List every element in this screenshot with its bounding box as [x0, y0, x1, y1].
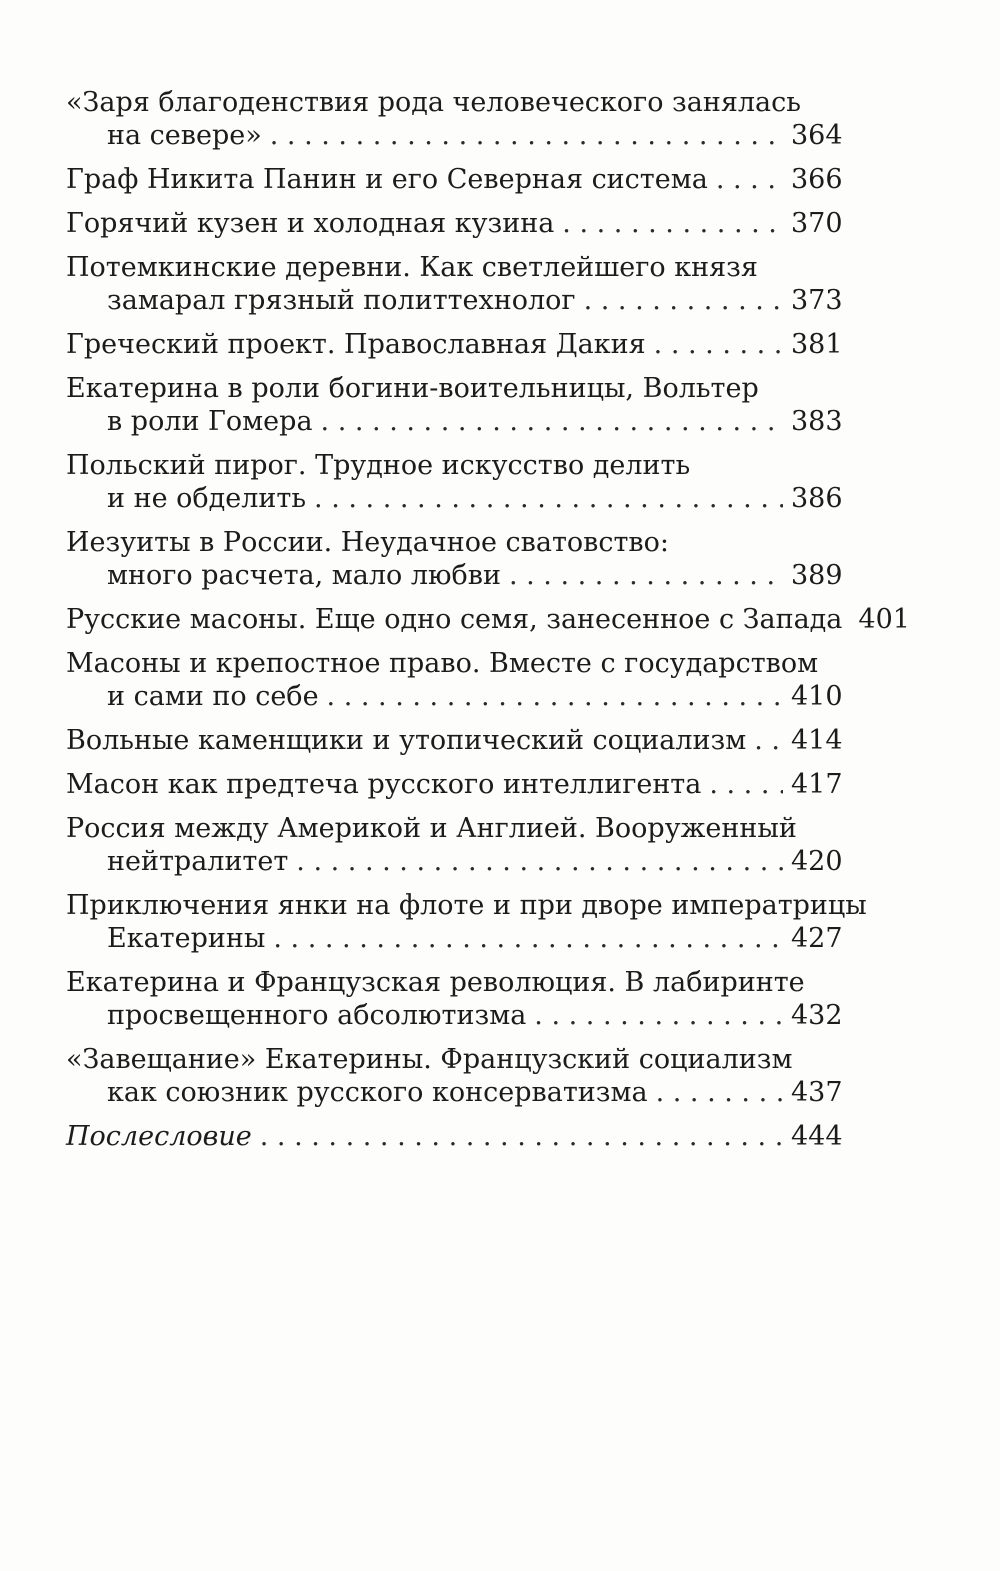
dot-leader: [534, 999, 783, 1032]
toc-entry-title-line2: много расчета, мало любви: [107, 560, 501, 591]
toc-entry: [66, 526, 843, 592]
dot-leader: [716, 163, 783, 196]
toc-entry-title: Горячий кузен и холодная кузина: [66, 208, 555, 239]
toc-page-number: 437: [791, 1077, 843, 1108]
toc-entry-title-line1: Иезуиты в России. Неудачное сватовство:: [66, 527, 669, 558]
dot-leader: [656, 1076, 783, 1109]
toc-page-number: 401: [858, 604, 910, 635]
toc-page-number: 370: [791, 208, 843, 239]
toc-entry-title-line2: и сами по себе: [107, 681, 319, 712]
toc-entry: [66, 603, 910, 636]
toc-entry-title-line2: замарал грязный политтехнолог: [107, 285, 576, 316]
toc-page-number: 432: [791, 1000, 843, 1031]
toc-entry: [66, 1043, 843, 1109]
dot-leader: [321, 405, 783, 438]
toc-entry-title-line2: Екатерины: [107, 923, 266, 954]
toc-entry: [66, 328, 843, 361]
toc-entry-title-line1: Екатерина в роли богини-воительницы, Вольтер: [66, 373, 759, 404]
toc-entry: [66, 889, 867, 955]
toc-entry: [66, 163, 843, 196]
dot-leader: [562, 207, 783, 240]
toc-entry: [66, 449, 843, 515]
toc-entry: [66, 768, 843, 801]
table-of-contents: [66, 86, 910, 1164]
toc-page-number: 366: [791, 164, 843, 195]
toc-entry-title: Греческий проект. Православная Дакия: [66, 329, 646, 360]
toc-entry-title-line1: Потемкинские деревни. Как светлейшего князя: [66, 252, 758, 283]
toc-entry-title-line1: Польский пирог. Трудное искусство делить: [66, 450, 691, 481]
toc-page-number: 420: [791, 846, 843, 877]
toc-entry: [66, 647, 843, 713]
toc-entry-title-line2: в роли Гомера: [107, 406, 313, 437]
toc-entry-afterword: [66, 1120, 843, 1153]
dot-leader: [709, 768, 783, 801]
dot-leader: [584, 284, 783, 317]
toc-entry-title-line1: Екатерина и Французская революция. В лабиринте: [66, 967, 805, 998]
dot-leader: [509, 559, 783, 592]
toc-page-number: 386: [791, 483, 843, 514]
toc-entry: [66, 966, 843, 1032]
toc-entry-title-line1: Россия между Америкой и Англией. Вооруженный: [66, 813, 797, 844]
toc-entry: [66, 207, 843, 240]
toc-page-number: 364: [791, 120, 843, 151]
toc-page-number: 383: [791, 406, 843, 437]
toc-entry: [66, 724, 843, 757]
toc-entry: [66, 372, 843, 438]
toc-entry: [66, 86, 843, 152]
toc-entry-title-line2: как союзник русского консерватизма: [107, 1077, 648, 1108]
dot-leader: [296, 845, 783, 878]
dot-leader: [273, 922, 783, 955]
toc-entry-title-line2: просвещенного абсолютизма: [107, 1000, 527, 1031]
toc-entry-title-line2: и не обделить: [107, 483, 307, 514]
toc-page-number: 410: [791, 681, 843, 712]
toc-page-number: 444: [791, 1121, 843, 1152]
dot-leader: [327, 680, 783, 713]
toc-entry-title: Вольные каменщики и утопический социализм: [66, 725, 747, 756]
toc-entry-title-line1: «Заря благоденствия рода человеческого занялась: [66, 87, 801, 118]
dot-leader: [270, 119, 783, 152]
toc-entry-title-line2: нейтралитет: [107, 846, 289, 877]
toc-page-number: 389: [791, 560, 843, 591]
toc-entry: [66, 251, 843, 317]
dot-leader: [260, 1120, 783, 1153]
toc-page-number: 427: [791, 923, 843, 954]
toc-entry: [66, 812, 843, 878]
toc-entry-title: Масон как предтеча русского интеллигента: [66, 769, 702, 800]
toc-page-number: 373: [791, 285, 843, 316]
toc-entry-title: Граф Никита Панин и его Северная система: [66, 164, 708, 195]
dot-leader: [754, 724, 783, 757]
toc-entry-title-line1: Приключения янки на флоте и при дворе императрицы: [66, 890, 867, 921]
toc-page-number: 381: [791, 329, 843, 360]
toc-page-number: 417: [791, 769, 843, 800]
toc-entry-title-line1: «Завещание» Екатерины. Французский социализм: [66, 1044, 793, 1075]
toc-entry-title-line2: на севере»: [107, 120, 262, 151]
toc-page-number: 414: [791, 725, 843, 756]
toc-entry-title: Русские масоны. Еще одно семя, занесенное с Запада: [66, 604, 843, 635]
dot-leader: [654, 328, 783, 361]
toc-entry-title: Послесловие: [66, 1121, 252, 1152]
dot-leader: [314, 482, 783, 515]
toc-entry-title-line1: Масоны и крепостное право. Вместе с государством: [66, 648, 819, 679]
